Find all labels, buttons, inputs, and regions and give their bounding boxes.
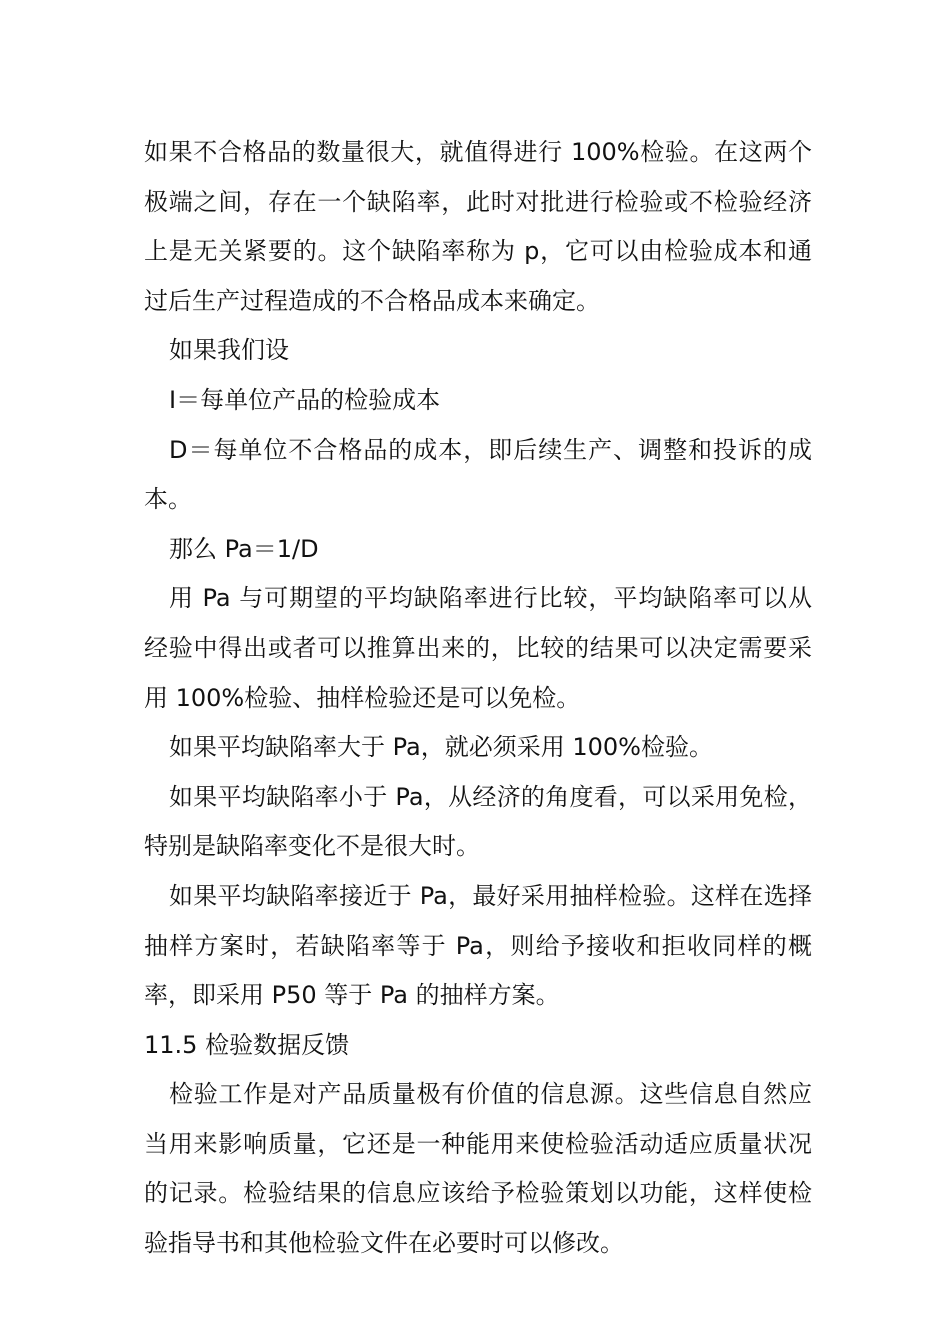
definition-inspection-cost: I＝每单位产品的检验成本 — [169, 385, 441, 414]
formula-pa: 那么 Pa＝1/D — [169, 534, 319, 563]
paragraph-inspection-feedback: 检验工作是对产品质量极有价值的信息源。这些信息自然应当用来影响质量，它还是一种能用来使检验活动适应质量状况的记录。检验结果的信息应该给予检验策划以功能，这样使检验指导书和其他检验文件在必要时可以修改。 — [144, 1080, 812, 1258]
paragraph-pa-comparison: 用 Pa 与可期望的平均缺陷率进行比较，平均缺陷率可以从经验中得出或者可以推算出来的，比较的结果可以决定需要采用 100%检验、抽样检验还是可以免检。 — [144, 584, 812, 712]
section-heading-11-5: 11.5 检验数据反馈 — [144, 1030, 350, 1059]
definition-nonconforming-cost: D＝每单位不合格品的成本，即后续生产、调整和投诉的成本。 — [144, 435, 812, 514]
rule-near-pa: 如果平均缺陷率接近于 Pa，最好采用抽样检验。这样在选择抽样方案时，若缺陷率等于 Pa，则给予接收和拒收同样的概率，即采用 P50 等于 Pa 的抽样方案。 — [144, 881, 812, 1010]
paragraph-assumption-intro: 如果我们设 — [169, 336, 289, 365]
rule-below-pa: 如果平均缺陷率小于 Pa，从经济的角度看，可以采用免检，特别是缺陷率变化不是很大时。 — [144, 782, 812, 861]
paragraph-batch-inspection-economics: 如果不合格品的数量很大，就值得进行 100%检验。在这两个极端之间，存在一个缺陷率，此时对批进行检验或不检验经济上是无关紧要的。这个缺陷率称为 p，它可以由检验成本和通过后生产过程造成的不合格品成本来确定。 — [144, 138, 812, 315]
rule-above-pa: 如果平均缺陷率大于 Pa，就必须采用 100%检验。 — [169, 733, 713, 762]
document-body — [144, 128, 812, 1269]
